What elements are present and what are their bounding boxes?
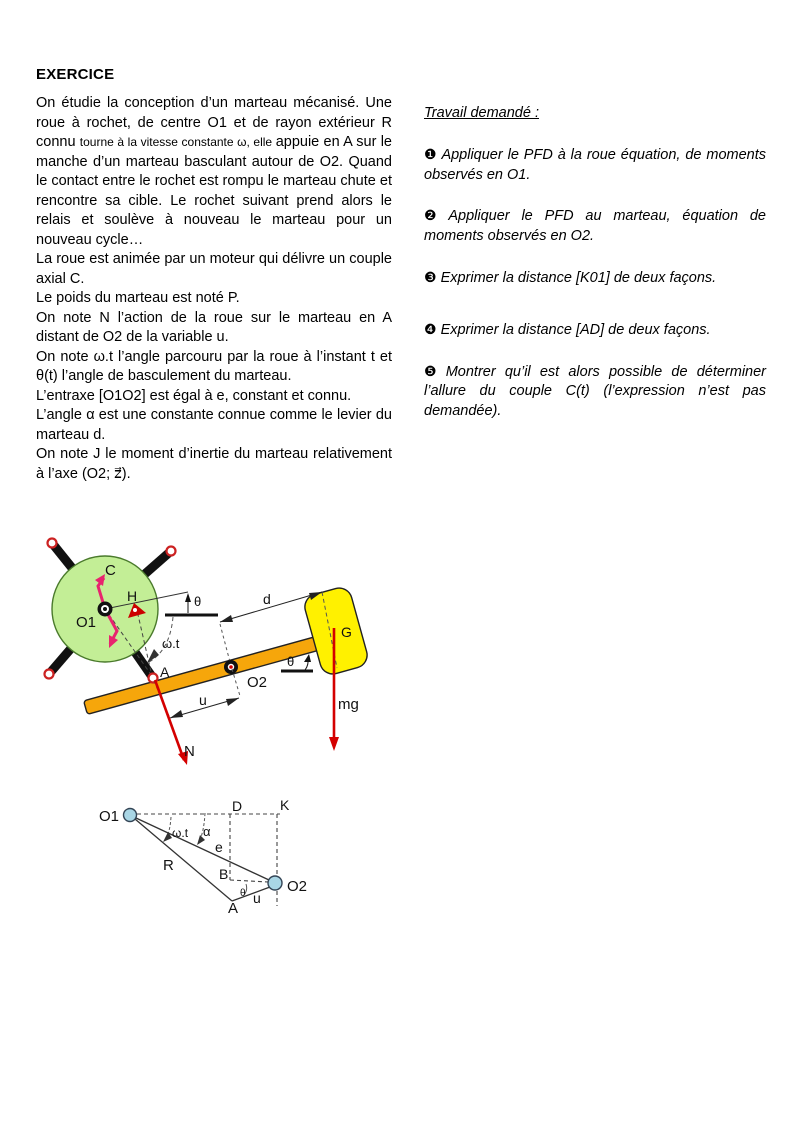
statement-line: On note ω.t l’angle parcouru par la roue à l’instant t et θ(t) l’angle de basculement du marteau. [36, 348, 392, 384]
wheel-center-o1-dot [103, 607, 107, 611]
label-g: G [341, 624, 352, 640]
label-d: D [232, 798, 243, 814]
theta2-arrowhead [304, 654, 311, 662]
task-bullet-2: ❷ [424, 207, 445, 224]
label-h: H [127, 588, 138, 604]
task-bullet-3: ❸ [424, 268, 437, 285]
intro-text-2: appuie en A sur le manche d’un marteau basculant autour de O2. Quand le contact entre le rochet est rompu le marteau chute et rencontre sa cible. Le rochet suivant prend alors le relais et soulève à nouveau le marteau pour un nouveau cycle… [36, 134, 392, 248]
label-alpha: α [203, 824, 211, 839]
horizontal-dashed-b-o2 [230, 880, 268, 882]
node-o1 [124, 809, 137, 822]
label-d: d [263, 591, 271, 607]
label-c: C [105, 562, 116, 579]
theta-arrowhead [185, 593, 191, 602]
statement-line: L’angle α est une constante connue comme le levier du marteau d. [36, 407, 392, 443]
label-a: A [228, 900, 239, 917]
label-o1: O1 [76, 614, 97, 631]
label-theta-wheel: θ [194, 594, 202, 609]
pivot-o2-dot [229, 665, 233, 669]
task-item-3 [424, 268, 766, 289]
intro-paragraph [36, 94, 392, 250]
task-text-2: Appliquer le PFD au marteau, équation de moments observés en O2. [424, 208, 766, 245]
label-b: B [219, 866, 229, 882]
task-bullet-5: ❺ [424, 362, 442, 379]
task-bullet-1: ❶ [424, 145, 438, 162]
label-e: e [215, 839, 223, 855]
tasks-column [424, 104, 766, 422]
task-text-5: Montrer qu’il est alors possible de déterminer l’allure du couple C(t) (l’expression n’est pas demandée). [424, 363, 766, 420]
spoke-tip-ring [48, 539, 57, 548]
task-text-1: Appliquer le PFD à la roue équation, de moments observés en O1. [424, 146, 766, 183]
label-o1: O1 [99, 808, 120, 825]
exercise-title: EXERCICE [36, 66, 115, 83]
label-o2: O2 [247, 674, 268, 691]
spoke-tip-ring [167, 547, 176, 556]
intro-text-1: On étudie la conception d’un marteau mécanisé. Une roue à rochet, de centre O1 et de rayon extérieur R connu [36, 95, 392, 150]
task-text-3: Exprimer la distance [K01] de deux façons. [440, 269, 717, 286]
task-bullet-4: ❹ [424, 320, 437, 337]
geometry-diagram [80, 785, 320, 925]
task-item-4 [424, 320, 766, 341]
tasks-heading: Travail demandé : [424, 105, 539, 121]
label-k: K [280, 797, 290, 813]
d-extension-dashed [220, 624, 230, 662]
label-n: N [184, 743, 195, 760]
task-item-2 [424, 206, 766, 247]
statement-line: On note N l’action de la roue sur le marteau en A distant de O2 de la variable u. [36, 309, 392, 345]
label-mg: mg [338, 696, 359, 713]
statement-line: La roue est animée par un moteur qui délivre un couple axial C. [36, 251, 392, 287]
spoke-tip-ring [45, 670, 54, 679]
problem-statement [36, 94, 392, 484]
u-arrowhead-right [226, 698, 239, 706]
label-omega-t: ω.t [162, 636, 180, 651]
arc-arrowhead [147, 649, 159, 663]
statement-line: On note J le moment d’inertie du marteau relativement à l’axe (O2; z⃗). [36, 446, 392, 482]
right-angle-dot [133, 608, 137, 612]
task-item-5 [424, 362, 766, 422]
label-theta-handle: θ [287, 654, 295, 669]
label-u: u [199, 692, 207, 708]
force-mg-arrowhead [329, 737, 339, 751]
intro-text-small: tourne à la vitesse constante ω, elle [79, 135, 276, 149]
label-o2: O2 [287, 878, 308, 895]
task-item-1 [424, 145, 766, 186]
statement-line: L’entraxe [O1O2] est égal à e, constant et connu. [36, 387, 352, 404]
line-a-o2 [232, 887, 270, 901]
task-text-4: Exprimer la distance [AD] de deux façons. [440, 321, 711, 338]
label-theta: θ [240, 888, 246, 899]
node-o2 [268, 876, 282, 890]
mechanism-diagram [30, 530, 410, 790]
d-arrowhead-left [220, 615, 233, 622]
u-arrowhead-left [170, 710, 183, 718]
label-u: u [253, 890, 261, 906]
statement-line: Le poids du marteau est noté P. [36, 290, 240, 306]
label-a: A [160, 664, 170, 680]
label-r: R [163, 857, 174, 874]
label-omega-t: ω.t [172, 826, 189, 840]
